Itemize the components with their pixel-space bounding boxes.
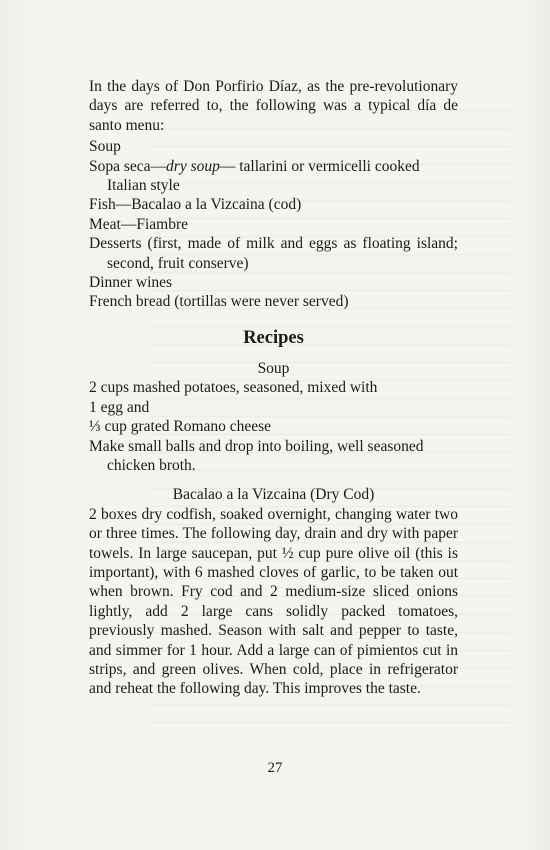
bacalao-recipe bbox=[89, 485, 458, 698]
menu-item: French bread (tortillas were never served) bbox=[89, 293, 349, 311]
page-number: 27 bbox=[267, 760, 283, 776]
menu-item: Sopa seca—dry soup— tallarini or vermicelli cooked Italian style bbox=[89, 157, 420, 195]
ingredient-line: 1 egg and bbox=[89, 398, 150, 416]
bacalao-instructions: 2 boxes dry codfish, soaked overnight, changing water two or three times. The following day, drain and dry with paper towels. In large saucepan, put ½ cup pure olive oil (this is important), with 6 mashed cloves of garlic, to be taken out when brown. Fry cod and 2 medium-size sliced onions lightly, add 2 large cans solidly packed tomatoes, previously mashed. Season with salt and pepper to taste, and simmer for 1 hour. Add a large can of pimientos cut in strips, and green olives. When cold, place in refrigerator and reheat the following day. This improves the taste. bbox=[89, 505, 458, 698]
soup-recipe bbox=[89, 359, 458, 475]
intro-paragraph: In the days of Don Porfirio Díaz, as the pre-revolutionary days are referred to, the following was a typical día de santo menu: bbox=[89, 78, 458, 134]
recipes-heading: Recipes bbox=[243, 327, 304, 348]
ingredient-line: 2 cups mashed potatoes, seasoned, mixed with bbox=[89, 379, 378, 397]
menu-item: Fish—Bacalao a la Vizcaina (cod) bbox=[89, 196, 302, 214]
soup-instruction: Make small balls and drop into boiling, well seasoned chicken broth. bbox=[89, 437, 424, 474]
menu-item: Soup bbox=[89, 138, 121, 156]
soup-title: Soup bbox=[257, 359, 290, 377]
ingredient-line: ⅓ cup grated Romano cheese bbox=[89, 418, 272, 436]
menu-item: Meat—Fiambre bbox=[89, 215, 189, 233]
page-content bbox=[89, 77, 458, 699]
menu-item: Desserts (first, made of milk and eggs as floating island; second, fruit conserve) bbox=[89, 235, 458, 272]
menu-list bbox=[89, 137, 458, 312]
bacalao-title: Bacalao a la Vizcaina (Dry Cod) bbox=[172, 486, 375, 504]
menu-item: Dinner wines bbox=[89, 274, 173, 292]
